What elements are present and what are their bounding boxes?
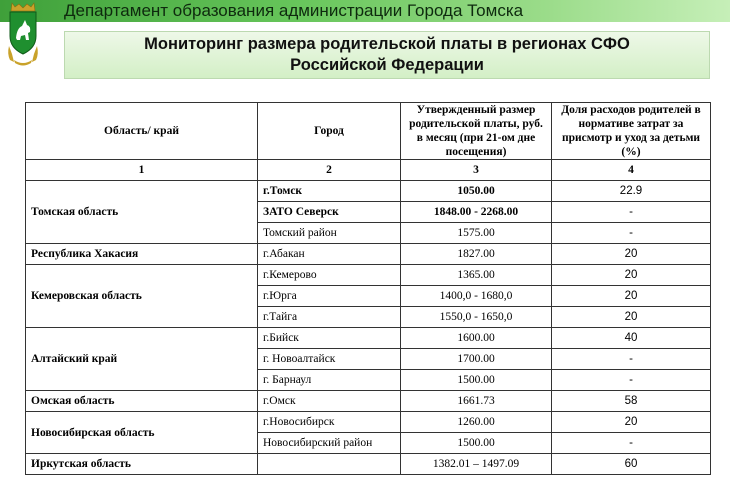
city-cell: Новосибирский район bbox=[258, 433, 401, 454]
city-cell: г. Новоалтайск bbox=[258, 349, 401, 370]
region-cell: Республика Хакасия bbox=[26, 244, 258, 265]
column-header-share: Доля расходов родителей в нормативе затрат за присмотр и уход за детьми (%) bbox=[552, 103, 711, 160]
region-cell: Иркутская область bbox=[26, 454, 258, 475]
share-cell: 20 bbox=[552, 307, 711, 328]
fee-cell: 1260.00 bbox=[401, 412, 552, 433]
share-cell: - bbox=[552, 202, 711, 223]
fee-cell: 1700.00 bbox=[401, 349, 552, 370]
share-cell: - bbox=[552, 370, 711, 391]
city-cell: г.Тайга bbox=[258, 307, 401, 328]
share-cell: - bbox=[552, 433, 711, 454]
city-cell: ЗАТО Северск bbox=[258, 202, 401, 223]
share-cell: 20 bbox=[552, 265, 711, 286]
department-title: Департамент образования администрации Города Томска bbox=[64, 1, 524, 20]
share-cell: 22.9 bbox=[552, 181, 711, 202]
column-number: 1 bbox=[26, 160, 258, 181]
column-number: 3 bbox=[401, 160, 552, 181]
table-row bbox=[26, 244, 711, 265]
table-row bbox=[26, 328, 711, 349]
header-bar bbox=[0, 0, 730, 22]
city-cell: г.Томск bbox=[258, 181, 401, 202]
monitoring-title-line-1: Мониторинг размера родительской платы в регионах СФО bbox=[144, 35, 630, 53]
share-cell: 60 bbox=[552, 454, 711, 475]
region-cell: Томская область bbox=[26, 181, 258, 244]
city-cell: г.Бийск bbox=[258, 328, 401, 349]
share-cell: 40 bbox=[552, 328, 711, 349]
column-number: 2 bbox=[258, 160, 401, 181]
fee-cell: 1500.00 bbox=[401, 433, 552, 454]
share-cell: 20 bbox=[552, 412, 711, 433]
fee-cell: 1575.00 bbox=[401, 223, 552, 244]
fee-cell: 1050.00 bbox=[401, 181, 552, 202]
table-row bbox=[26, 265, 711, 286]
fee-cell: 1365.00 bbox=[401, 265, 552, 286]
city-cell: Томский район bbox=[258, 223, 401, 244]
column-header-city: Город bbox=[258, 103, 401, 160]
region-cell: Омская область bbox=[26, 391, 258, 412]
table-row bbox=[26, 181, 711, 202]
city-cell: г.Омск bbox=[258, 391, 401, 412]
tomsk-coat-of-arms-icon bbox=[6, 2, 40, 68]
share-cell: 58 bbox=[552, 391, 711, 412]
table-row bbox=[26, 454, 711, 475]
column-number: 4 bbox=[552, 160, 711, 181]
city-cell: г.Юрга bbox=[258, 286, 401, 307]
fee-cell: 1848.00 - 2268.00 bbox=[401, 202, 552, 223]
fee-cell: 1550,0 - 1650,0 bbox=[401, 307, 552, 328]
fee-cell: 1600.00 bbox=[401, 328, 552, 349]
share-cell: 20 bbox=[552, 244, 711, 265]
fee-cell: 1500.00 bbox=[401, 370, 552, 391]
city-cell: г.Абакан bbox=[258, 244, 401, 265]
fee-cell: 1400,0 - 1680,0 bbox=[401, 286, 552, 307]
region-cell: Алтайский край bbox=[26, 328, 258, 391]
share-cell: - bbox=[552, 223, 711, 244]
share-cell: - bbox=[552, 349, 711, 370]
table-header-row bbox=[26, 103, 711, 160]
city-cell: г.Кемерово bbox=[258, 265, 401, 286]
monitoring-title-line-2: Российской Федерации bbox=[290, 56, 484, 74]
column-header-fee: Утвержденный размер родительской платы, руб. в месяц (при 21-ом дне посещения) bbox=[401, 103, 552, 160]
fee-cell: 1827.00 bbox=[401, 244, 552, 265]
parental-fee-table bbox=[25, 102, 711, 475]
monitoring-title-box bbox=[64, 31, 710, 79]
column-header-region: Область/ край bbox=[26, 103, 258, 160]
column-number-row bbox=[26, 160, 711, 181]
region-cell: Новосибирская область bbox=[26, 412, 258, 454]
table-row bbox=[26, 391, 711, 412]
fee-cell: 1382.01 – 1497.09 bbox=[401, 454, 552, 475]
fee-cell: 1661.73 bbox=[401, 391, 552, 412]
city-cell: г. Барнаул bbox=[258, 370, 401, 391]
region-cell: Кемеровская область bbox=[26, 265, 258, 328]
city-cell bbox=[258, 454, 401, 475]
city-cell: г.Новосибирск bbox=[258, 412, 401, 433]
share-cell: 20 bbox=[552, 286, 711, 307]
table-row bbox=[26, 412, 711, 433]
